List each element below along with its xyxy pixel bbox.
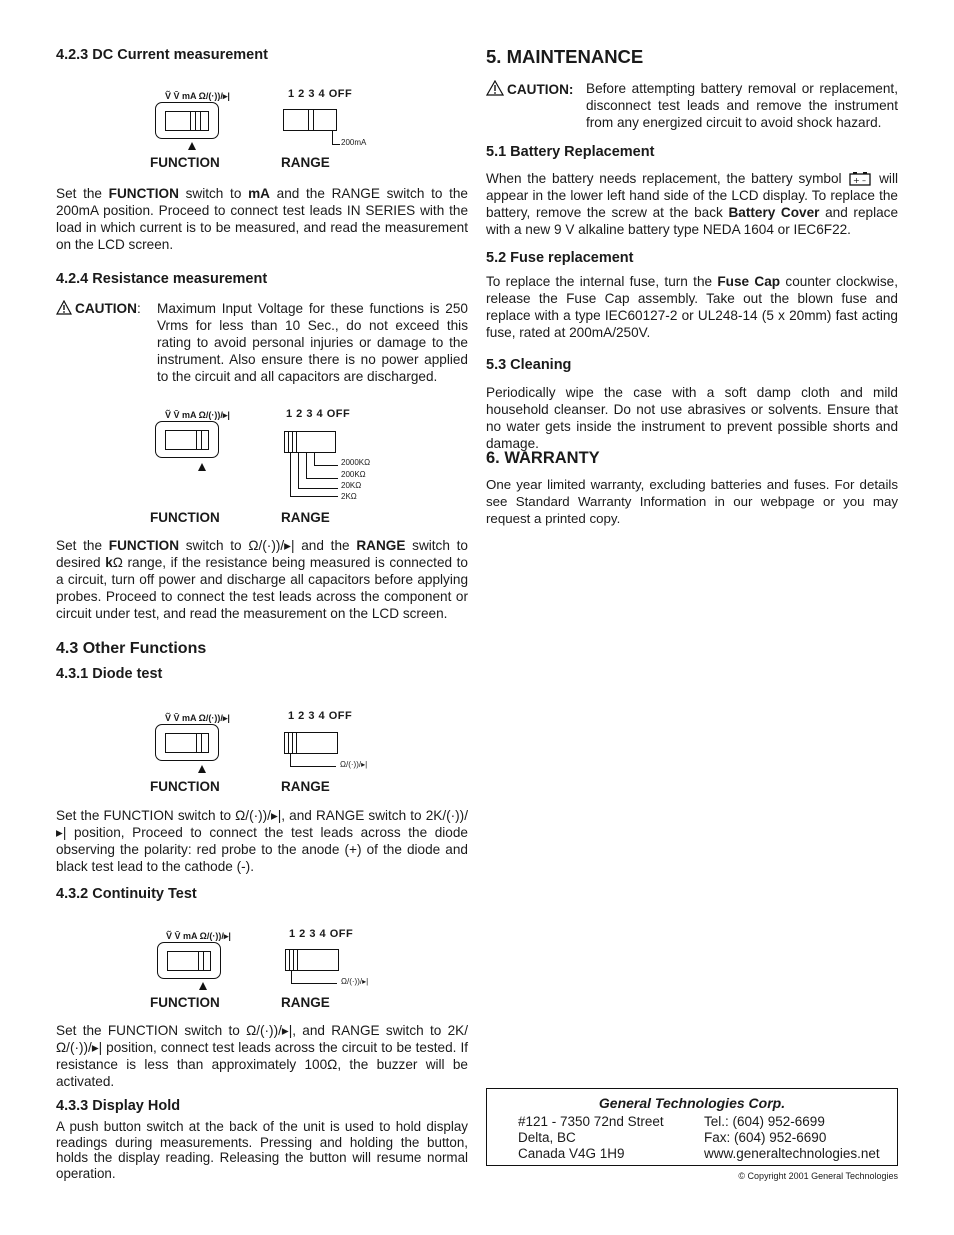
continuity-diagram xyxy=(56,928,468,998)
resistance-instructions: Set the FUNCTION switch to Ω/(·))/▸| and the RANGE switch to desired kΩ range, if the resistance being measured is connected to a circuit, turn off power and discharge all capacitors before applying probes. Proceed to connect the test leads across the component or circuit under test, and read the measurement on the LCD screen. xyxy=(56,538,468,621)
maintenance-caution-label: CAUTION: xyxy=(486,80,586,98)
heading-resistance: 4.2.4 Resistance measurement xyxy=(56,271,268,287)
display-hold-text: A push button switch at the back of the unit is used to hold display readings during measurements. Pressing and holding the button, holds the display reading. Releasing the button will resume normal operation. xyxy=(56,1119,468,1181)
heading-continuity-test: 4.3.2 Continuity Test xyxy=(56,886,197,902)
heading-diode-test: 4.3.1 Diode test xyxy=(56,666,163,682)
function-slider-slot xyxy=(165,430,209,450)
function-label: FUNCTION xyxy=(150,779,220,794)
range-slider-slot xyxy=(285,949,339,971)
battery-icon xyxy=(849,171,871,186)
battery-replacement-text: When the battery needs replacement, the battery symbol + – will appear in the lower left hand side of the LCD display. To replace the battery, remove the screw at the back Battery Cover and replace with a new 9 V alkaline battery type NEDA 1604 or IEC6F22. xyxy=(486,171,899,237)
fax-number: Fax: (604) 952-6690 xyxy=(704,1130,827,1145)
address-line-2: Delta, BC xyxy=(518,1130,576,1145)
address-line-1: #121 - 7350 72nd Street xyxy=(518,1114,664,1129)
function-pointer-arrow xyxy=(198,765,206,773)
cleaning-text: Periodically wipe the case with a soft damp cloth and mild household cleanser. Do not use abrasives or solvents. Ensure that no water gets inside the instrument to prevent possible shorts and damage. xyxy=(486,385,898,451)
function-pointer-arrow xyxy=(188,142,196,150)
svg-text:+: + xyxy=(853,176,861,185)
range-switch-legend: 1 2 3 4 OFF xyxy=(289,928,354,940)
range-slider-slot xyxy=(284,732,338,754)
function-pointer-arrow xyxy=(198,463,206,471)
heading-display-hold: 4.3.3 Display Hold xyxy=(56,1098,181,1114)
function-switch-legend: Ṽ V̄ mA Ω/(·))/▸| xyxy=(165,91,230,101)
function-switch-body xyxy=(155,102,219,139)
function-pointer-arrow xyxy=(199,982,207,990)
range-slider-slot xyxy=(283,109,337,131)
range-slider-slot xyxy=(284,431,336,453)
function-label: FUNCTION xyxy=(150,155,220,170)
range-switch-legend: 1 2 3 4 OFF xyxy=(288,88,353,100)
heading-fuse-replacement: 5.2 Fuse replacement xyxy=(486,250,634,266)
range-label: RANGE xyxy=(281,155,330,170)
dc-current-instructions: Set the FUNCTION switch to mA and the RANGE switch to the 200mA position. Proceed to connect test leads IN SERIES with the load in which current is to be measured, and read the measurement on the LCD screen. xyxy=(56,186,468,252)
fuse-replacement-text: To replace the internal fuse, turn the Fuse Cap counter clockwise, release the Fuse Cap assembly. Take out the blown fuse and replace with a type IEC60127-2 or UL248-14 (5 x 20mm) fast acting fuse, rated at 200mA/250V. xyxy=(486,274,898,340)
range-tick-2000k: 2000KΩ xyxy=(341,458,371,467)
range-switch-legend: 1 2 3 4 OFF xyxy=(288,710,353,722)
range-tick-2k: 2KΩ xyxy=(341,492,357,501)
function-switch-legend: Ṽ V̄ mA Ω/(·))/▸| xyxy=(165,713,230,723)
function-switch-body xyxy=(157,942,221,979)
function-switch-body xyxy=(155,421,219,458)
range-tick-20k: 20KΩ xyxy=(341,481,362,490)
range-label: RANGE xyxy=(281,779,330,794)
function-label: FUNCTION xyxy=(150,510,220,525)
function-switch-legend: Ṽ V̄ mA Ω/(·))/▸| xyxy=(166,931,231,941)
company-contact-box xyxy=(486,1088,898,1166)
company-name: General Technologies Corp. xyxy=(598,1095,786,1111)
continuity-instructions: Set the FUNCTION switch to Ω/(·))/▸|, and RANGE switch to 2K/Ω/(·))/▸| position, connect test leads across the circuit to be tested. If resistance is less than approximately 100Ω, the buzzer will be activated. xyxy=(56,1023,468,1089)
svg-text:–: – xyxy=(862,176,867,185)
resistance-caution-text: Maximum Input Voltage for these functions is 250 Vrms for less than 10 Sec., do not exceed this rating to avoid personal injuries or damage to the instrument. Also ensure there is no power applied to the circuit and all capacitors are discharged. xyxy=(157,301,468,384)
website-url: www.generaltechnologies.net xyxy=(704,1146,880,1161)
function-slider-slot xyxy=(165,733,209,753)
heading-other-functions: 4.3 Other Functions xyxy=(56,640,207,657)
range-tick-200k: 200KΩ xyxy=(341,470,366,479)
range-tick-ohm-continuity: Ω/(·))/▸| xyxy=(341,977,369,986)
heading-dc-current: 4.2.3 DC Current measurement xyxy=(56,47,268,63)
function-slider-slot xyxy=(167,951,211,971)
phone-number: Tel.: (604) 952-6699 xyxy=(704,1114,825,1129)
resistance-caution-label: CAUTION: xyxy=(56,300,156,317)
function-switch-body xyxy=(155,724,219,761)
address-line-3: Canada V4G 1H9 xyxy=(518,1146,625,1161)
range-switch-legend: 1 2 3 4 OFF xyxy=(286,408,351,420)
dc-current-diagram xyxy=(56,88,468,172)
heading-warranty: 6. WARRANTY xyxy=(486,449,600,467)
warning-icon xyxy=(56,300,72,315)
range-tick-200ma: 200mA xyxy=(341,138,367,147)
copyright-notice: © Copyright 2001 General Technologies xyxy=(738,1171,898,1181)
range-label: RANGE xyxy=(281,995,330,1010)
range-label: RANGE xyxy=(281,510,330,525)
warning-icon xyxy=(486,80,504,96)
heading-cleaning: 5.3 Cleaning xyxy=(486,357,572,373)
maintenance-caution-text: Before attempting battery removal or replacement, disconnect test leads and remove the instrument from any energized circuit to avoid shock hazard. xyxy=(586,81,898,130)
heading-battery-replacement: 5.1 Battery Replacement xyxy=(486,144,655,160)
function-label: FUNCTION xyxy=(150,995,220,1010)
range-tick-ohm-diode: Ω/(·))/▸| xyxy=(340,760,368,769)
diode-instructions: Set the FUNCTION switch to Ω/(·))/▸|, and RANGE switch to 2K/(·))/▸| position, Proceed to connect the test leads across the diode observing the polarity: red probe to the anode (+) of the diode and black test lead to the cathode (-). xyxy=(56,808,468,874)
warranty-text: One year limited warranty, excluding batteries and fuses. For details see Standard Warranty Information in our webpage or you may request a printed copy. xyxy=(486,477,898,526)
heading-maintenance: 5. MAINTENANCE xyxy=(486,46,644,67)
function-slider-slot xyxy=(165,111,209,131)
resistance-diagram xyxy=(56,407,468,507)
function-switch-legend: Ṽ V̄ mA Ω/(·))/▸| xyxy=(165,410,230,420)
diode-diagram xyxy=(56,710,468,780)
